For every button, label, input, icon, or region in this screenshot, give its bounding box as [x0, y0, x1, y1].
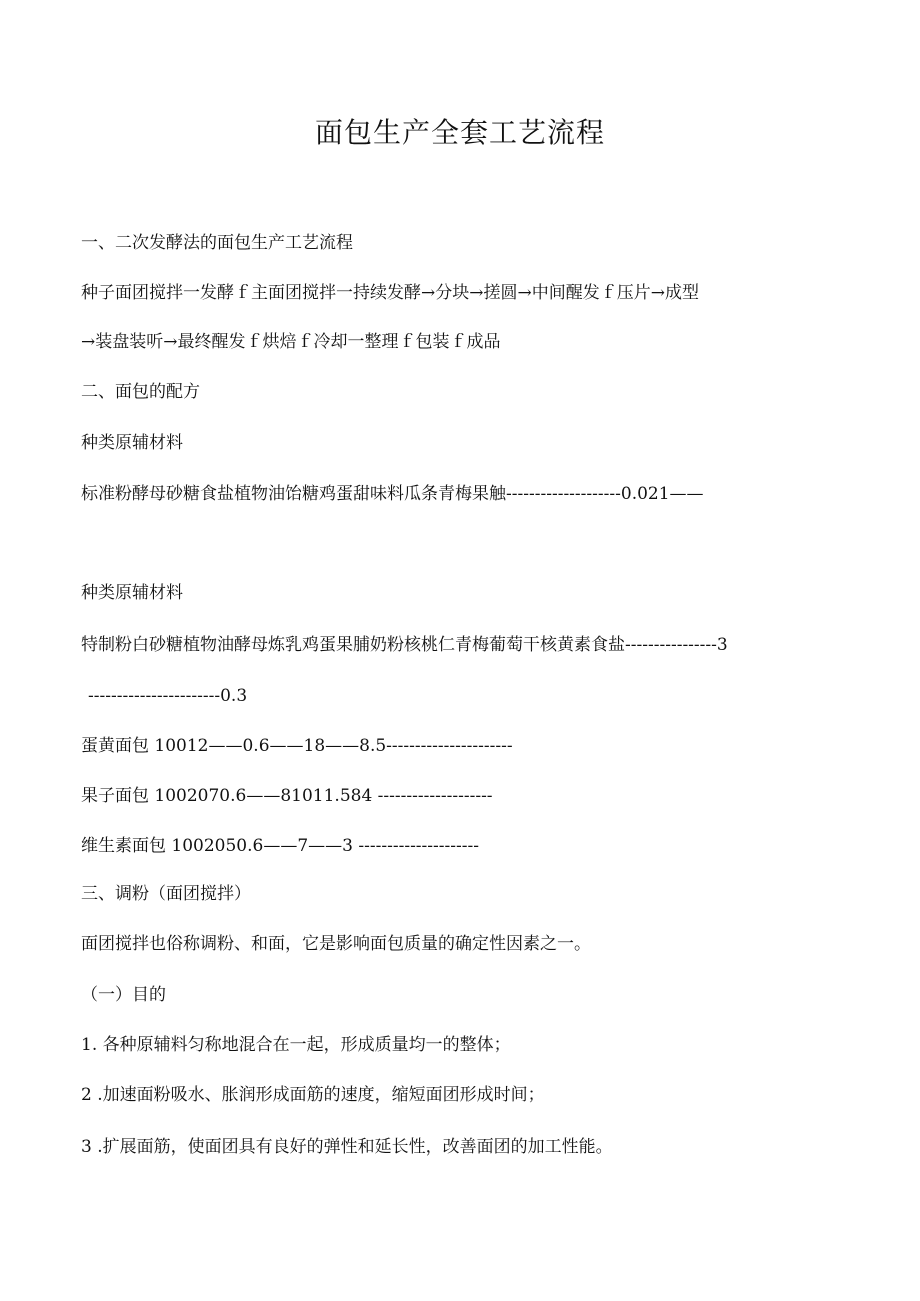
process-flow-line-1: 种子面团搅拌一发酵ｆ主面团搅拌一持续发酵→分块→搓圆→中间醒发ｆ压片→成型 — [81, 283, 699, 303]
recipe-row-vitamin-bread: 维生素面包 1002050.6——7——3 --------------------- — [81, 836, 479, 856]
recipe-ingredients-2-continued: -----------------------0.3 — [88, 686, 248, 706]
section-heading-3: 三、调粉（面团搅拌） — [81, 884, 251, 904]
purpose-item-2: 2 .加速面粉吸水、胀润形成面筋的速度，缩短面团形成时间； — [81, 1085, 545, 1105]
recipe-header-2: 种类原辅材料 — [81, 583, 183, 603]
section-heading-2: 二、面包的配方 — [81, 382, 200, 402]
purpose-item-3: 3 .扩展面筋，使面团具有良好的弹性和延长性，改善面团的加工性能。 — [81, 1137, 613, 1157]
recipe-row-fruit-bread: 果子面包 1002070.6——81011.584 -------------------- — [81, 786, 493, 806]
recipe-ingredients-1: 标准粉酵母砂糖食盐植物油饴糖鸡蛋甜味料瓜条青梅果触--------------------0.021—— — [81, 484, 704, 504]
purpose-item-1: 1. 各种原辅料匀称地混合在一起，形成质量均一的整体； — [81, 1035, 511, 1055]
document-title: 面包生产全套工艺流程 — [314, 116, 605, 149]
recipe-header-1: 种类原辅材料 — [81, 433, 183, 453]
recipe-row-egg-yolk-bread: 蛋黄面包 10012——0.6——18——8.5---------------------- — [81, 736, 513, 756]
section-heading-1: 一、二次发酵法的面包生产工艺流程 — [81, 233, 353, 253]
paragraph-mixing: 面团搅拌也俗称调粉、和面，它是影响面包质量的确定性因素之一。 — [81, 934, 591, 954]
subheading-purpose: （一）目的 — [81, 985, 166, 1005]
recipe-ingredients-2: 特制粉白砂糖植物油酵母炼乳鸡蛋果脯奶粉核桃仁青梅葡萄干核黄素食盐----------------3 — [81, 635, 728, 655]
process-flow-line-2: →装盘装听→最终醒发ｆ烘焙ｆ冷却一整理ｆ包装ｆ成品 — [81, 332, 501, 352]
